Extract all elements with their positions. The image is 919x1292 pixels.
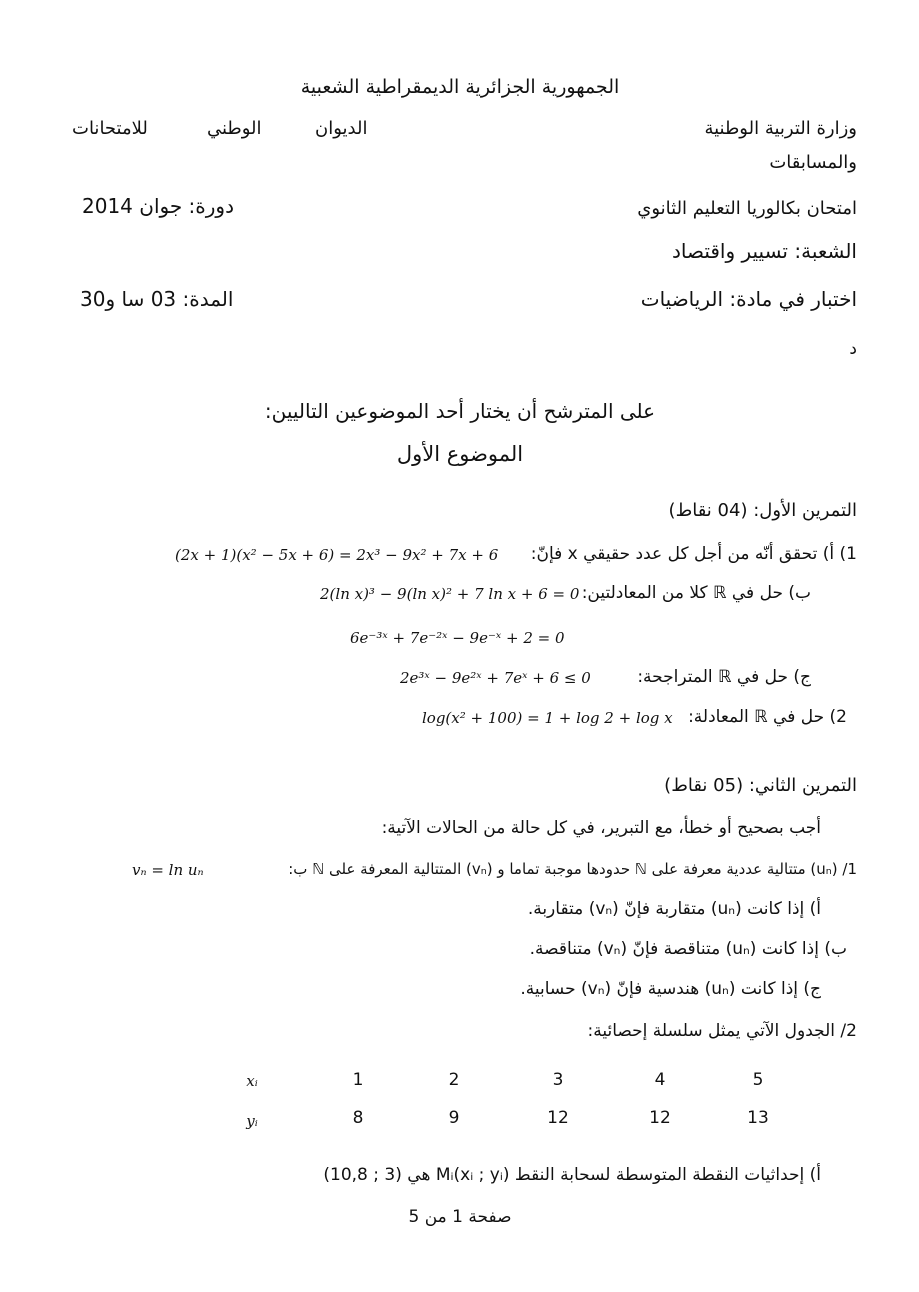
q1b-text: ب) حل في ℝ كلا من المعادلتين: bbox=[581, 583, 811, 603]
table-cell-x1: 1 bbox=[352, 1070, 364, 1090]
q1b-equation-1: 2(ln x)³ − 9(ln x)² + 7 ln x + 6 = 0 bbox=[320, 585, 580, 603]
office-word-1: الديوان bbox=[315, 118, 368, 139]
duration-label: المدة: 03 سا و30 bbox=[80, 287, 234, 311]
choose-instruction: على المترشح أن يختار أحد الموضوعين التاليين: bbox=[264, 399, 656, 423]
q2-equation: log(x² + 100) = 1 + log 2 + log x bbox=[422, 709, 673, 727]
part2-text: 2/ الجدول الآتي يمثل سلسلة إحصائية: bbox=[587, 1021, 857, 1041]
page-number: صفحة 1 من 5 bbox=[408, 1207, 512, 1227]
office-word-2: الوطني bbox=[207, 118, 262, 139]
exercise2-prompt: أجب بصحيح أو خطأ، مع التبرير، في كل حالة من الحالات الآتية: bbox=[381, 818, 821, 838]
table-cell-x5: 5 bbox=[752, 1070, 764, 1090]
table-cell-x3: 3 bbox=[552, 1070, 564, 1090]
branch-label: الشعبة: تسيير واقتصاد bbox=[671, 239, 857, 263]
table-cell-x2: 2 bbox=[448, 1070, 460, 1090]
q1c-text: ج) حل في ℝ المتراجحة: bbox=[637, 667, 811, 687]
q1c-equation: 2e³ˣ − 9e²ˣ + 7eˣ + 6 ≤ 0 bbox=[400, 669, 591, 687]
q1a-text: 1) أ) تحقق أنّه من أجل كل عدد حقيقي x فإنّ: bbox=[530, 544, 857, 564]
part1c-text: ج) إذا كانت (uₙ) هندسية فإنّ (vₙ) حسابية. bbox=[520, 979, 821, 999]
table-cell-y3: 12 bbox=[547, 1108, 569, 1128]
ministry-label: وزارة التربية الوطنية bbox=[704, 118, 857, 139]
q2-text: 2) حل في ℝ المعادلة: bbox=[688, 707, 847, 727]
exercise2-title: التمرين الثاني: (05 نقاط) bbox=[664, 775, 857, 796]
part1a-text: أ) إذا كانت (uₙ) متقاربة فإنّ (vₙ) متقاربة. bbox=[527, 899, 821, 919]
subject-label: اختبار في مادة: الرياضيات bbox=[640, 287, 857, 311]
table-cell-y2: 9 bbox=[448, 1108, 460, 1128]
q1a-equation: (2x + 1)(x² − 5x + 6) = 2x³ − 9x² + 7x + 6 bbox=[175, 546, 499, 564]
table-cell-x4: 4 bbox=[654, 1070, 666, 1090]
part1b-text: ب) إذا كانت (uₙ) متناقصة فإنّ (vₙ) متناقصة. bbox=[529, 939, 847, 959]
y-row-label: yᵢ bbox=[246, 1112, 258, 1130]
office-word-3: للامتحانات bbox=[72, 118, 148, 139]
table-cell-y4: 12 bbox=[649, 1108, 671, 1128]
republic-heading: الجمهورية الجزائرية الديمقراطية الشعبية bbox=[300, 76, 620, 98]
x-row-label: xᵢ bbox=[246, 1072, 258, 1090]
session-label: دورة: جوان 2014 bbox=[82, 194, 234, 218]
q1b-equation-2: 6e⁻³ˣ + 7e⁻²ˣ − 9e⁻ˣ + 2 = 0 bbox=[350, 629, 565, 647]
part2a-text: أ) إحداثيات النقطة المتوسطة لسحابة النقط Mᵢ(xᵢ ; yᵢ) هي (3 ; 10,8) bbox=[323, 1165, 821, 1185]
duration-continuation: د bbox=[849, 339, 857, 359]
topic-title: الموضوع الأول bbox=[396, 442, 524, 466]
exercise1-title: التمرين الأول: (04 نقاط) bbox=[668, 500, 857, 521]
part1-equation: vₙ = ln uₙ bbox=[132, 861, 204, 879]
part1-text: 1/ (uₙ) متتالية عددية معرفة على ℕ حدودها موجبة تماما و (vₙ) المتتالية المعرفة على ℕ ب: bbox=[288, 860, 857, 878]
table-cell-y5: 13 bbox=[747, 1108, 769, 1128]
office-word-4: والمسابقات bbox=[769, 152, 857, 173]
exam-label: امتحان بكالوريا التعليم الثانوي bbox=[637, 198, 857, 219]
table-cell-y1: 8 bbox=[352, 1108, 364, 1128]
